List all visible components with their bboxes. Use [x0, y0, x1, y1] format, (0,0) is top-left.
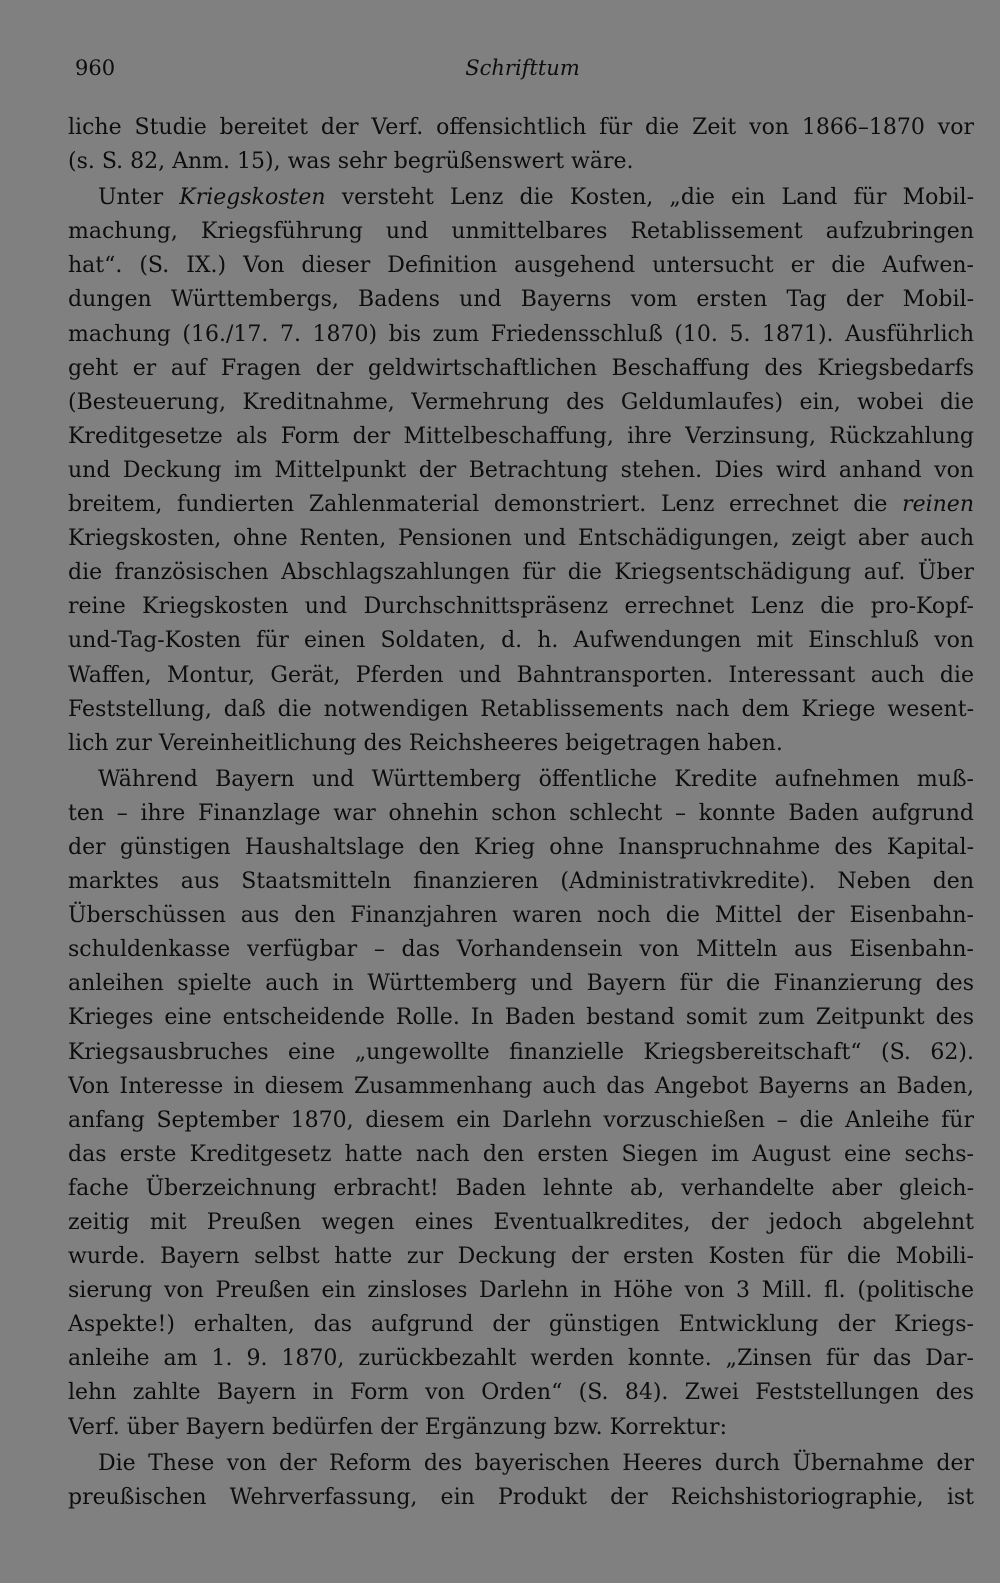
- text-line: Kriegsausbruches eine „ungewollte finanzielle Kriegsbereitschaft“ (S. 62).: [68, 1039, 974, 1065]
- text-line: Von Interesse in diesem Zusammenhang auch das Angebot Bayerns an Baden,: [68, 1073, 974, 1099]
- text-line: anfang September 1870, diesem ein Darlehn vorzuschießen – die Anleihe für: [68, 1107, 974, 1133]
- text-line: die französischen Abschlagszahlungen für die Kriegsentschädigung auf. Über: [68, 560, 974, 586]
- text-line: lich zur Vereinheitlichung des Reichsheeres beigetragen haben.: [68, 730, 783, 756]
- text-line: dungen Württembergs, Badens und Bayerns vom ersten Tag der Mobil-: [68, 287, 974, 313]
- text-line: Unter Kriegskosten versteht Lenz die Kosten, „die ein Land für Mobil-: [98, 185, 974, 211]
- text-line: Kreditgesetze als Form der Mittelbeschaffung, ihre Verzinsung, Rückzahlung: [68, 423, 974, 449]
- text-line: machung, Kriegsführung und unmittelbares Retablissement aufzubringen: [68, 219, 974, 245]
- paragraph-4: [68, 1447, 974, 1515]
- text-line: Krieges eine entscheidende Rolle. In Baden bestand somit zum Zeitpunkt des: [68, 1005, 974, 1031]
- text-line: Die These von der Reform des bayerischen Heeres durch Übernahme der: [98, 1450, 974, 1476]
- text-line: Feststellung, daß die notwendigen Retablissements nach dem Kriege wesent-: [68, 696, 974, 722]
- text-line: (Besteuerung, Kreditnahme, Vermehrung des Geldumlaufes) ein, wobei die: [68, 389, 974, 415]
- text-line: und Deckung im Mittelpunkt der Betrachtung stehen. Dies wird anhand von: [68, 457, 974, 483]
- paragraph-2: [68, 181, 974, 761]
- page-number: 960: [75, 56, 116, 80]
- text-line: preußischen Wehrverfassung, ein Produkt der Reichshistoriographie, ist: [68, 1484, 974, 1510]
- body-text: [68, 111, 974, 1515]
- text-line: liche Studie bereitet der Verf. offensichtlich für die Zeit von 1866–1870 vor: [68, 115, 974, 140]
- text-line: hat“. (S. IX.) Von dieser Definition ausgehend untersucht er die Aufwen-: [68, 253, 974, 279]
- text-line: zeitig mit Preußen wegen eines Eventualkredites, der jedoch abgelehnt: [68, 1210, 974, 1235]
- text-line: lehn zahlte Bayern in Form von Orden“ (S. 84). Zwei Feststellungen des: [68, 1380, 974, 1406]
- paragraph-1: [68, 111, 974, 179]
- text-line: Während Bayern und Württemberg öffentliche Kredite aufnehmen muß-: [98, 766, 974, 792]
- text-line: fache Überzeichnung erbracht! Baden lehnte ab, verhandelte aber gleich-: [68, 1175, 974, 1201]
- text-line: (s. S. 82, Anm. 15), was sehr begrüßenswert wäre.: [68, 149, 634, 175]
- text-line: der günstigen Haushaltslage den Krieg ohne Inanspruchnahme des Kapital-: [68, 834, 974, 860]
- text-line: breitem, fundierten Zahlenmaterial demonstriert. Lenz errechnet die reinen: [68, 492, 974, 518]
- text-line: wurde. Bayern selbst hatte zur Deckung der ersten Kosten für die Mobili-: [68, 1244, 974, 1270]
- text-line: Kriegskosten, ohne Renten, Pensionen und Entschädigungen, zeigt aber auch: [68, 526, 974, 552]
- paragraph-3: [68, 763, 974, 1445]
- text-line: schuldenkasse verfügbar – das Vorhandensein von Mitteln aus Eisenbahn-: [68, 937, 974, 963]
- text-line: geht er auf Fragen der geldwirtschaftlichen Beschaffung des Kriegsbedarfs: [68, 355, 974, 381]
- running-title: Schrifttum: [465, 56, 580, 80]
- text-line: das erste Kreditgesetz hatte nach den ersten Siegen im August eine sechs-: [68, 1141, 974, 1167]
- text-line: Waffen, Montur, Gerät, Pferden und Bahntransporten. Interessant auch die: [68, 662, 974, 688]
- text-line: Aspekte!) erhalten, das aufgrund der günstigen Entwicklung der Kriegs-: [68, 1312, 974, 1338]
- text-line: anleihen spielte auch in Württemberg und Bayern für die Finanzierung des: [68, 971, 974, 997]
- text-line: machung (16./17. 7. 1870) bis zum Friedensschluß (10. 5. 1871). Ausführlich: [68, 321, 974, 347]
- text-line: marktes aus Staatsmitteln finanzieren (Administrativkredite). Neben den: [68, 869, 974, 895]
- text-line: und-Tag-Kosten für einen Soldaten, d. h. Aufwendungen mit Einschluß von: [68, 628, 974, 654]
- text-line: ten – ihre Finanzlage war ohnehin schon schlecht – konnte Baden aufgrund: [68, 800, 974, 826]
- text-line: anleihe am 1. 9. 1870, zurückbezahlt werden konnte. „Zinsen für das Dar-: [68, 1346, 974, 1372]
- page-header: [75, 56, 970, 88]
- text-line: reine Kriegskosten und Durchschnittspräsenz errechnet Lenz die pro-Kopf-: [68, 594, 974, 620]
- text-line: Überschüssen aus den Finanzjahren waren noch die Mittel der Eisenbahn-: [68, 903, 974, 929]
- text-line: Verf. über Bayern bedürfen der Ergänzung bzw. Korrektur:: [68, 1414, 727, 1440]
- text-line: sierung von Preußen ein zinsloses Darlehn in Höhe von 3 Mill. fl. (politische: [68, 1278, 974, 1304]
